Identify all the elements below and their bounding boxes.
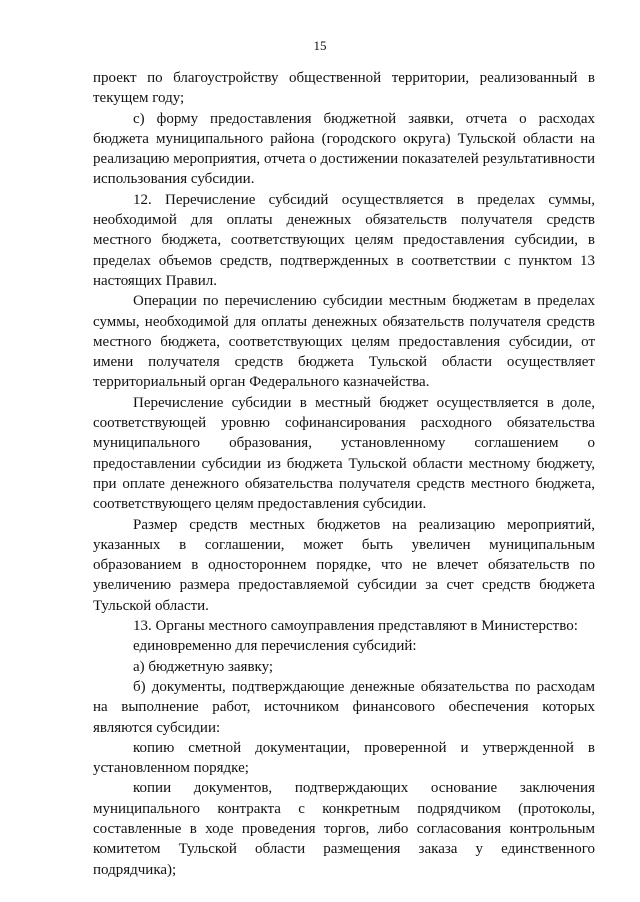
paragraph: Операции по перечислению субсидии местным бюджетам в пределах суммы, необходимой для оплаты денежных обязательств получателя средств местного бюджета, соответствующих целям предоставления субсидии, от имени получателя средств бюджета Тульской области осуществляет территориальный орган Федерального казначейства. — [93, 293, 595, 391]
paragraph: копии документов, подтверждающих основание заключения муниципального контракта с конкретным подрядчиком (протоколы, составленные в ходе проведения торгов, либо согласования контрольным комитетом Тульской области размещения заказа у единственного подрядчика); — [93, 780, 595, 878]
paragraph: 12. Перечисление субсидий осуществляется в пределах суммы, необходимой для оплаты денежных обязательств получателя средств местного бюджета, соответствующих целям предоставления субсидии, в пределах объемов средств, подтвержденных в соответствии с пунктом 13 настоящих Правил. — [93, 191, 595, 289]
paragraph: 13. Органы местного самоуправления представляют в Министерство: — [133, 618, 578, 635]
document-body — [93, 68, 595, 880]
paragraph: проект по благоустройству общественной территории, реализованный в текущем году; — [93, 70, 595, 107]
paragraph: копию сметной документации, проверенной и утвержденной в установленном порядке; — [93, 739, 595, 777]
paragraph: Размер средств местных бюджетов на реализацию мероприятий, указанных в соглашении, может быть увеличен муниципальным образованием в одностороннем порядке, что не влечет обязательств по увеличению размера предоставляемой субсидии за счет средств бюджета Тульской области. — [93, 516, 595, 614]
paragraph: единовременно для перечисления субсидий: — [133, 638, 417, 655]
page-number: 15 — [313, 38, 327, 53]
paragraph: с) форму предоставления бюджетной заявки, отчета о расходах бюджета муниципального района (городского округа) Тульской области на реализацию мероприятия, отчета о достижении показателей результативности использования субсидии. — [93, 110, 595, 188]
paragraph: б) документы, подтверждающие денежные обязательства по расходам на выполнение работ, источником финансового обеспечения которых являются субсидии: — [93, 678, 595, 736]
paragraph: Перечисление субсидии в местный бюджет осуществляется в доле, соответствующей уровню софинансирования расходного обязательства муниципального образования, установленному соглашением о предоставлении субсидии из бюджета Тульской области местному бюджету, при оплате денежного обязательства получателя средств местного бюджета, соответствующего целям предоставления субсидии. — [93, 394, 595, 513]
paragraph: а) бюджетную заявку; — [133, 658, 274, 675]
